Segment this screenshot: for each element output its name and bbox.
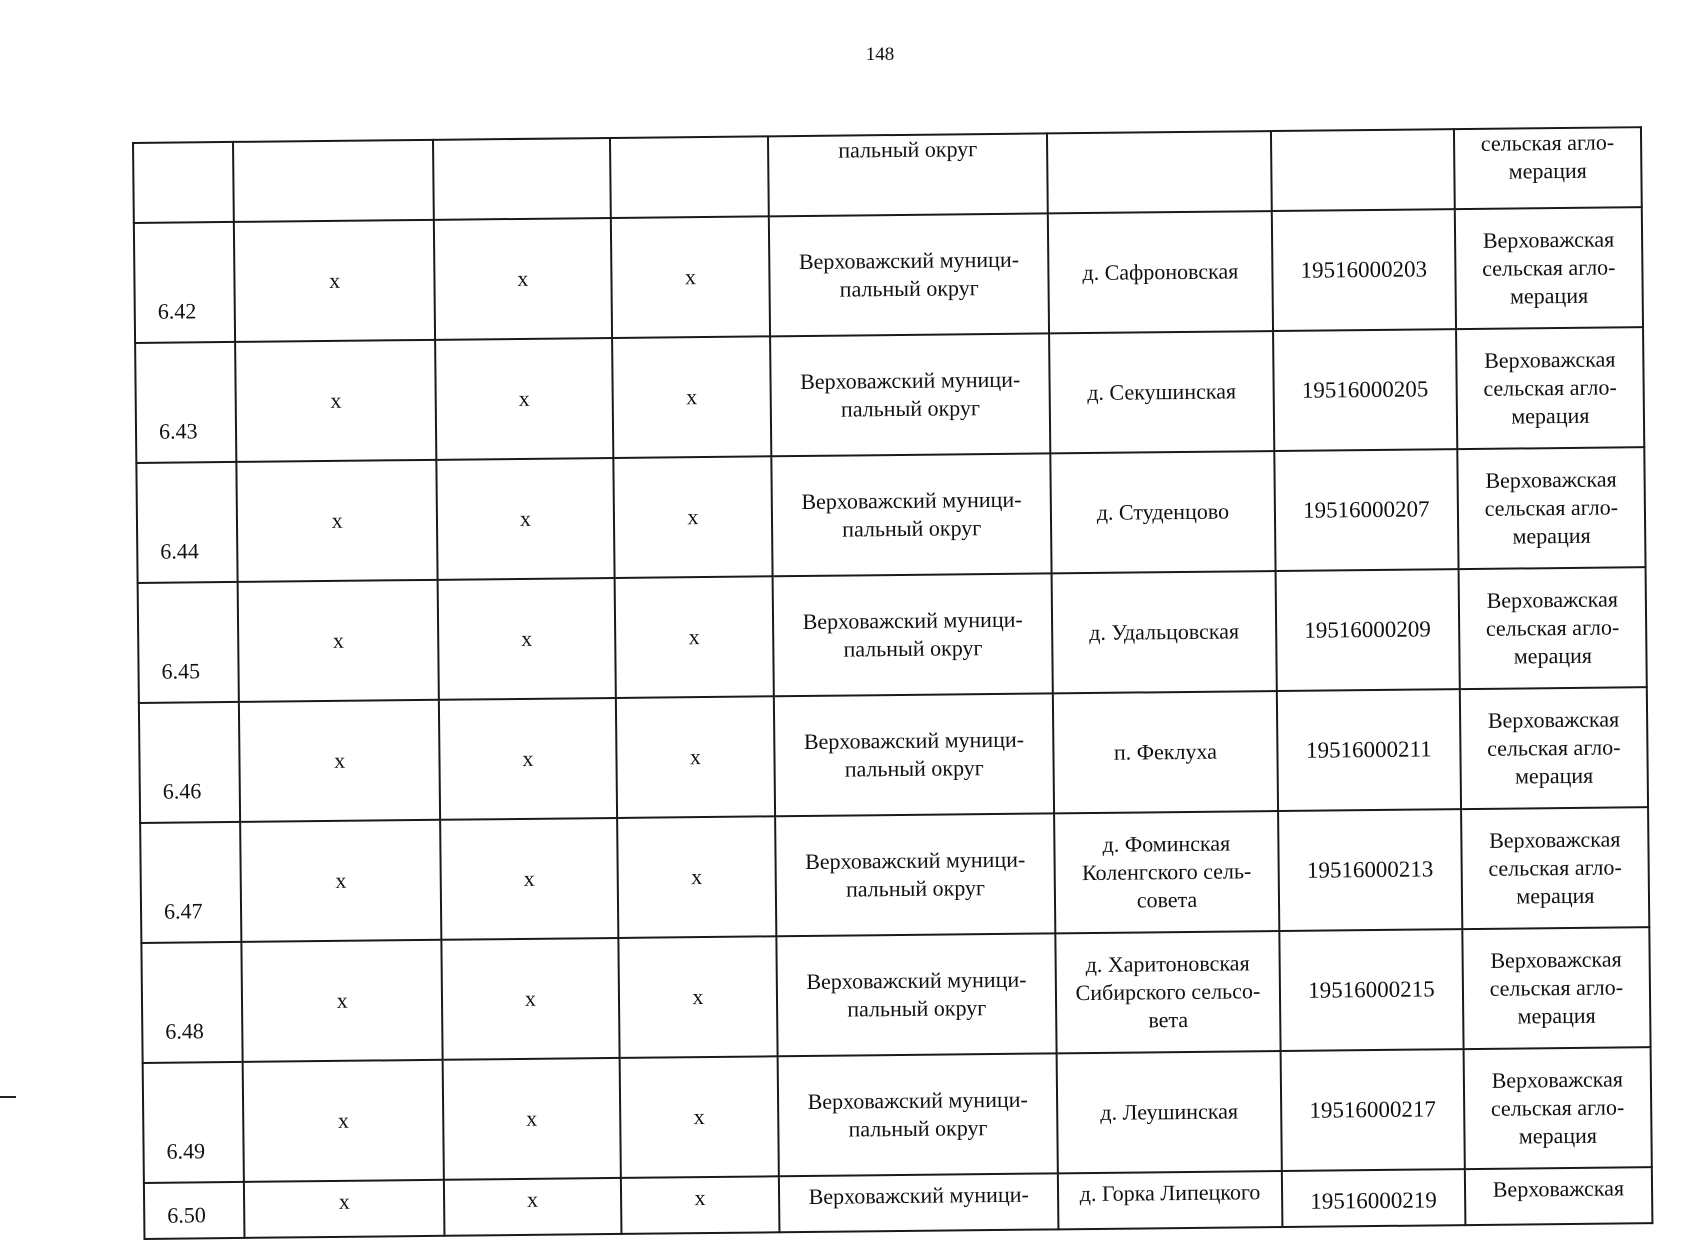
cell-col4: x [610, 216, 770, 338]
table-row [140, 807, 1649, 943]
cell-code: 19516000219 [1282, 1169, 1465, 1227]
cell-col3: x [444, 1178, 621, 1236]
cell-settlement: д. Харитоновская Сибирского сельсо- вета [1055, 931, 1280, 1053]
cell-col2: x [235, 340, 436, 462]
cell-number [133, 142, 234, 223]
cell-municipality: Верховажский муници- пальный округ [778, 1053, 1058, 1176]
cell-col3: x [440, 818, 617, 940]
table-row [138, 567, 1647, 703]
cell-municipality: Верховажский муници- пальный округ [770, 333, 1050, 456]
cell-agglomeration: Верховажская сельская агло- мерация [1462, 927, 1650, 1049]
table-row [134, 207, 1643, 343]
table-row [135, 327, 1644, 463]
cell-code [1271, 129, 1455, 211]
cell-code: 19516000203 [1272, 209, 1456, 331]
cell-municipality: Верховажский муници- пальный округ [774, 693, 1054, 816]
cell-number: 6.42 [134, 222, 235, 343]
cell-number: 6.43 [135, 342, 236, 463]
cell-settlement: д. Сафроновская [1048, 211, 1273, 333]
cell-col2: x [236, 460, 437, 582]
cell-number: 6.46 [139, 702, 240, 823]
cell-col4: x [620, 1176, 779, 1234]
cell-settlement: д. Горка Липецкого [1058, 1171, 1283, 1229]
cell-settlement: д. Леушинская [1057, 1051, 1282, 1173]
cell-col2: x [239, 700, 440, 822]
cell-number: 6.50 [144, 1182, 245, 1239]
cell-number: 6.49 [143, 1062, 244, 1183]
cell-col3 [433, 138, 610, 220]
cell-settlement: д. Секушинская [1049, 331, 1274, 453]
cell-agglomeration: Верховажская [1465, 1167, 1653, 1225]
cell-settlement: п. Феклуха [1053, 691, 1278, 813]
cell-col3: x [443, 1058, 620, 1180]
cell-agglomeration: сельская агло- мерация [1454, 127, 1642, 209]
cell-agglomeration: Верховажская сельская агло- мерация [1460, 687, 1648, 809]
cell-agglomeration: Верховажская сельская агло- мерация [1463, 1047, 1651, 1169]
cell-col4: x [615, 696, 775, 818]
cell-col3: x [437, 458, 614, 580]
cell-code: 19516000211 [1277, 689, 1461, 811]
cell-col4: x [614, 576, 774, 698]
cell-number: 6.44 [136, 462, 237, 583]
cell-number: 6.47 [140, 822, 241, 943]
cell-agglomeration: Верховажская сельская агло- мерация [1458, 567, 1646, 689]
table-row [141, 927, 1650, 1063]
cell-col4: x [613, 456, 773, 578]
cell-col4 [610, 136, 770, 218]
cell-settlement: д. Студенцово [1050, 451, 1275, 573]
cell-municipality: Верховажский муници- пальный округ [777, 933, 1057, 1056]
cell-col4: x [619, 1056, 779, 1178]
registry-table [132, 126, 1653, 1240]
registry-table-wrapper [132, 126, 1653, 1240]
cell-agglomeration: Верховажская сельская агло- мерация [1457, 447, 1645, 569]
cell-settlement [1047, 131, 1272, 213]
cell-code: 19516000215 [1279, 929, 1463, 1051]
cell-municipality: Верховажский муници- [779, 1173, 1058, 1232]
cell-municipality: Верховажский муници- пальный округ [773, 573, 1053, 696]
cell-agglomeration: Верховажская сельская агло- мерация [1455, 207, 1643, 329]
cell-agglomeration: Верховажская сельская агло- мерация [1461, 807, 1649, 929]
cell-col4: x [617, 816, 777, 938]
cell-col2: x [244, 1180, 445, 1238]
cell-municipality: пальный округ [768, 133, 1047, 216]
cell-col2: x [234, 220, 435, 342]
cell-code: 19516000209 [1276, 569, 1460, 691]
cell-col4: x [612, 336, 772, 458]
cell-code: 19516000205 [1273, 329, 1457, 451]
table-body [133, 127, 1652, 1239]
cell-col4: x [618, 936, 778, 1058]
page-number: 148 [865, 44, 895, 65]
cell-number: 6.45 [138, 582, 239, 703]
table-row [136, 447, 1645, 583]
cell-col2: x [241, 940, 442, 1062]
table-row [143, 1047, 1652, 1183]
cell-col3: x [438, 578, 615, 700]
cell-col2: x [243, 1060, 444, 1182]
cell-col2 [233, 140, 434, 222]
cell-municipality: Верховажский муници- пальный округ [772, 453, 1052, 576]
cell-agglomeration: Верховажская сельская агло- мерация [1456, 327, 1644, 449]
cell-code: 19516000207 [1274, 449, 1458, 571]
cell-settlement: д. Фоминская Коленгского сель- совета [1054, 811, 1279, 933]
cell-number: 6.48 [141, 942, 242, 1063]
cell-col3: x [435, 338, 612, 460]
cell-col2: x [240, 820, 441, 942]
cell-col3: x [434, 218, 611, 340]
table-row [139, 687, 1648, 823]
cell-municipality: Верховажский муници- пальный округ [769, 213, 1049, 336]
cell-settlement: д. Удальцовская [1051, 571, 1276, 693]
cell-municipality: Верховажский муници- пальный округ [775, 813, 1055, 936]
cell-col3: x [442, 938, 619, 1060]
cell-code: 19516000213 [1278, 809, 1462, 931]
cell-col2: x [238, 580, 439, 702]
cell-code: 19516000217 [1281, 1049, 1465, 1171]
margin-mark [0, 1096, 16, 1098]
cell-col3: x [439, 698, 616, 820]
